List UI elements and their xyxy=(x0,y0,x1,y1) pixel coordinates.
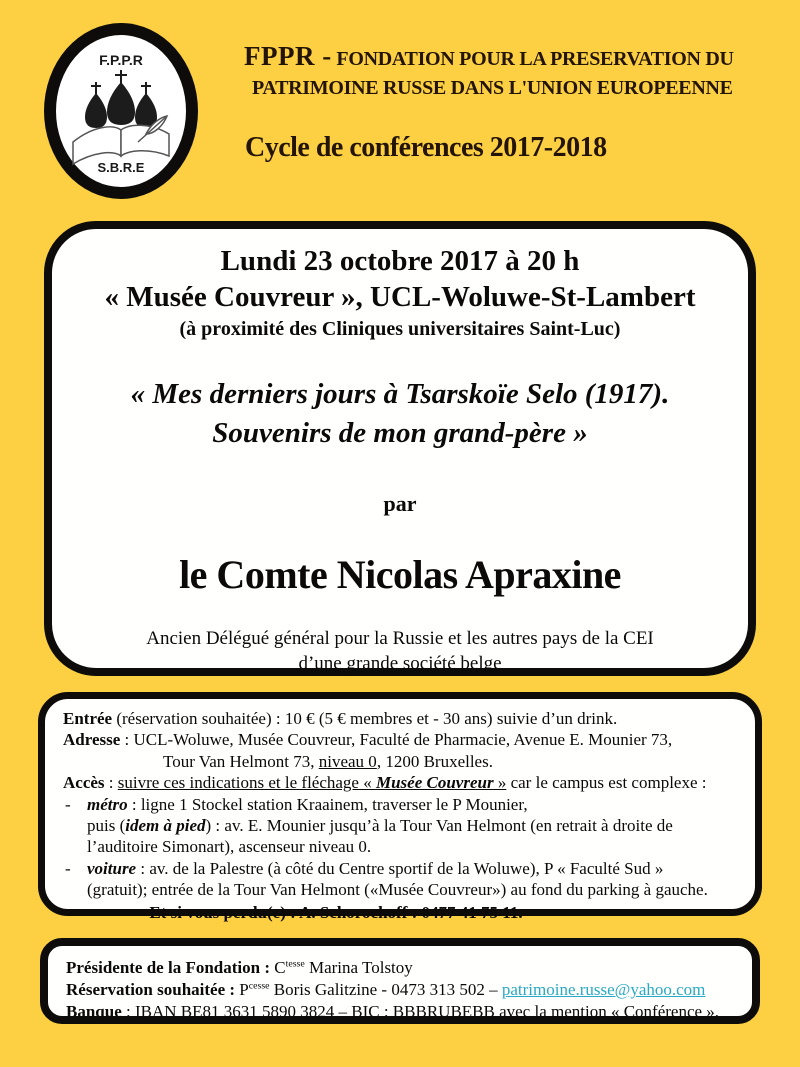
voiture-text: : av. de la Palestre (à côté du Centre sportif de la Woluwe), P « Faculté Sud » xyxy=(136,858,664,878)
presidente-name: Marina Tolstoy xyxy=(304,958,413,977)
speaker-bio xyxy=(52,626,748,677)
reservation-initial: P xyxy=(235,980,249,1000)
acces-label: Accès xyxy=(63,773,105,793)
speaker-name: le Comte Nicolas Apraxine xyxy=(179,551,621,597)
speaker-bio-line1: Ancien Délégué général pour la Russie et les autres pays de la CEI xyxy=(146,627,654,649)
org-acronym: FPPR - xyxy=(244,41,332,71)
adresse-text: : UCL-Woluwe, Musée Couvreur, Faculté de Pharmacie, Avenue E. Mounier 73, xyxy=(120,730,673,750)
metro-continuation-2 xyxy=(63,836,739,857)
adresse-line2-pre: Tour Van Helmont 73, xyxy=(163,751,319,771)
adresse-line2 xyxy=(63,751,739,772)
presidente-label: Présidente de la Fondation : xyxy=(66,958,270,977)
presidente-line xyxy=(66,957,736,979)
org-name-line2: PATRIMOINE RUSSE DANS L'UNION EUROPEENNE xyxy=(252,76,733,99)
event-venue: « Musée Couvreur », UCL-Woluwe-St-Lambert xyxy=(104,281,696,314)
banque-text: : IBAN BE81 3631 5890 3824 – BIC : BBBRUBEBB avec la mention « Conférence ». xyxy=(121,1002,720,1022)
banque-label: Banque xyxy=(66,1002,122,1022)
logo-bottom-text: S.B.R.E xyxy=(97,160,145,175)
logo-top-text: F.P.P.R xyxy=(99,52,143,68)
voiture-line2: (gratuit); entrée de la Tour Van Helmont («Musée Couvreur») au fond du parking à gauche. xyxy=(87,880,708,900)
conference-cycle-title: Cycle de conférences 2017-2018 xyxy=(245,132,607,163)
acces-line xyxy=(63,772,739,793)
metro-text: : ligne 1 Stockel station Kraainem, traverser le P Mounier, xyxy=(127,794,528,814)
metro-line2-post: ) : av. E. Mounier jusqu’à la Tour Van Helmont (en retrait à droite de xyxy=(205,816,673,836)
adresse-label: Adresse xyxy=(63,730,121,750)
talk-title-line1: « Mes derniers jours à Tsarskoïe Selo (1917). xyxy=(130,377,670,410)
banque-line xyxy=(66,1001,736,1023)
entree-label: Entrée xyxy=(63,709,113,728)
event-datetime: Lundi 23 octobre 2017 à 20 h xyxy=(220,245,580,277)
presidente-title-superscript: tesse xyxy=(285,958,305,970)
adresse-line2-post: , 1200 Bruxelles. xyxy=(376,751,493,771)
voiture-item xyxy=(63,858,739,879)
reservation-label: Réservation souhaitée : xyxy=(66,980,236,1000)
entree-line xyxy=(63,708,739,729)
spacer xyxy=(63,879,87,900)
adresse-line2-underlined: niveau 0 xyxy=(318,751,377,771)
reservation-line xyxy=(66,979,736,1001)
metro-line2-emphasis: idem à pied xyxy=(125,816,206,836)
event-venue-note: (à proximité des Cliniques universitaires Saint-Luc) xyxy=(179,317,621,340)
contact-box xyxy=(40,938,760,1024)
metro-continuation-1 xyxy=(63,815,739,836)
metro-line2-pre: puis ( xyxy=(87,816,126,836)
acces-separator: : xyxy=(104,773,118,793)
email-link[interactable]: patrimoine.russe@yahoo.com xyxy=(501,980,706,1000)
acces-underlined-post: » xyxy=(493,773,507,793)
voiture-body xyxy=(87,858,739,879)
metro-dash: - xyxy=(65,794,71,814)
talk-title-line2: Souvenirs de mon grand-père » xyxy=(212,416,588,449)
voiture-label: voiture xyxy=(87,858,137,878)
org-name-line1 xyxy=(244,42,774,72)
by-label: par xyxy=(383,490,417,516)
voiture-continuation xyxy=(63,879,739,900)
practical-info-box xyxy=(38,692,762,922)
fppr-logo xyxy=(40,20,202,202)
speaker-bio-line2: d’une grande société belge xyxy=(298,653,502,675)
reservation-text: Boris Galitzine - 0473 313 502 – xyxy=(269,980,502,1000)
if-lost-contact: Et si vous perdu(e) : A. Schorochoff : 0477 41 75 11. xyxy=(149,902,523,922)
acces-underlined-pre: suivre ces indications et le fléchage « xyxy=(117,773,376,793)
presidente-initial: C xyxy=(270,958,286,977)
adresse-line xyxy=(63,729,739,750)
metro-line3: l’auditoire Simonart), ascenseur niveau 0. xyxy=(87,837,372,857)
acces-text: car le campus est complexe : xyxy=(506,773,707,793)
acces-underlined-emphasis: Musée Couvreur xyxy=(375,773,494,793)
metro-label: métro xyxy=(87,794,128,814)
spacer xyxy=(63,815,87,836)
org-name-rest: FONDATION POUR LA PRESERVATION DU xyxy=(331,48,734,70)
entree-text: (réservation souhaitée) : 10 € (5 € membres et - 30 ans) suivie d’un drink. xyxy=(112,709,618,728)
metro-item xyxy=(63,794,739,815)
metro-body xyxy=(87,794,739,815)
metro-line2 xyxy=(87,815,739,836)
reservation-title-superscript: cesse xyxy=(248,980,270,992)
talk-title xyxy=(52,375,748,453)
event-box xyxy=(44,221,756,676)
spacer xyxy=(63,836,87,857)
organization-header xyxy=(244,42,774,100)
voiture-dash: - xyxy=(65,858,71,878)
